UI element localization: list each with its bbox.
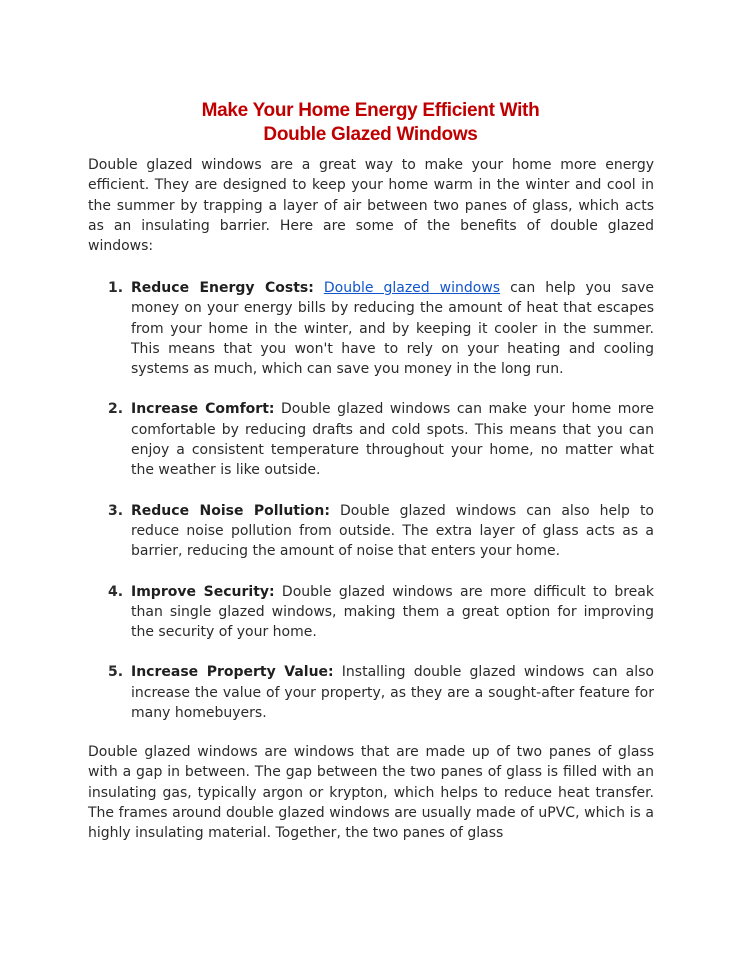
benefit-heading: Increase Comfort: — [131, 401, 275, 418]
benefit-text: Double glazed windows can make your home more comfortable by reducing drafts and cold spots. This means that you can enjoy a consistent temperature throughout your home, no matter what the weather is like outside. — [131, 401, 654, 479]
double-glazed-windows-link[interactable]: Double glazed windows — [323, 280, 501, 296]
benefit-text: Double glazed windows can also help to reduce noise pollution from outside. The extra layer of glass acts as a barrier, reducing the amount of noise that enters your home. — [131, 502, 654, 560]
benefit-text: Installing double glazed windows can also increase the value of your property, as they are a sought-after feature for many homebuyers. — [131, 664, 654, 722]
list-number: 4. — [108, 583, 124, 600]
benefit-text: Double glazed windows are more difficult to break than single glazed windows, making them a great option for improving the security of your home. — [131, 583, 654, 641]
closing-paragraph: Double glazed windows are windows that are made up of two panes of glass with a gap in between. The gap between the two panes of glass is filled with an insulating gas, typically argon or krypton, which helps to reduce heat transfer. The frames around double glazed windows are usually made of uPVC, which is a highly insulating material. Together, the two panes of glass — [88, 744, 654, 842]
title-line-2: Double Glazed Windows — [263, 123, 478, 145]
benefit-heading: Reduce Energy Costs: — [131, 280, 314, 296]
list-item — [88, 399, 654, 480]
list-item — [88, 501, 654, 562]
benefit-text: can help you save money on your energy bills by reducing the amount of heat that escapes from your home in the winter, and by keeping it cooler in the summer. This means that you won't have to rely on your heating and cooling systems as much, which can save you money in the long run. — [131, 280, 655, 378]
list-number: 1. — [108, 280, 124, 296]
list-number: 2. — [108, 401, 124, 418]
intro-paragraph: Double glazed windows are a great way to make your home more energy efficient. They are designed to keep your home warm in the winter and cool in the summer by trapping a layer of air between two panes of glass, which acts as an insulating barrier. Here are some of the benefits of double glazed windows: — [88, 157, 654, 255]
list-item — [88, 582, 654, 643]
page-title — [0, 99, 741, 147]
benefits-list — [88, 278, 654, 723]
list-item — [88, 278, 654, 379]
list-item — [88, 662, 654, 723]
benefit-heading: Increase Property Value: — [131, 664, 334, 681]
title-line-1: Make Your Home Energy Efficient With — [201, 99, 540, 121]
benefit-heading: Improve Security: — [131, 583, 275, 600]
benefit-heading: Reduce Noise Pollution: — [131, 502, 330, 519]
list-number: 5. — [108, 664, 124, 681]
list-number: 3. — [108, 502, 124, 519]
